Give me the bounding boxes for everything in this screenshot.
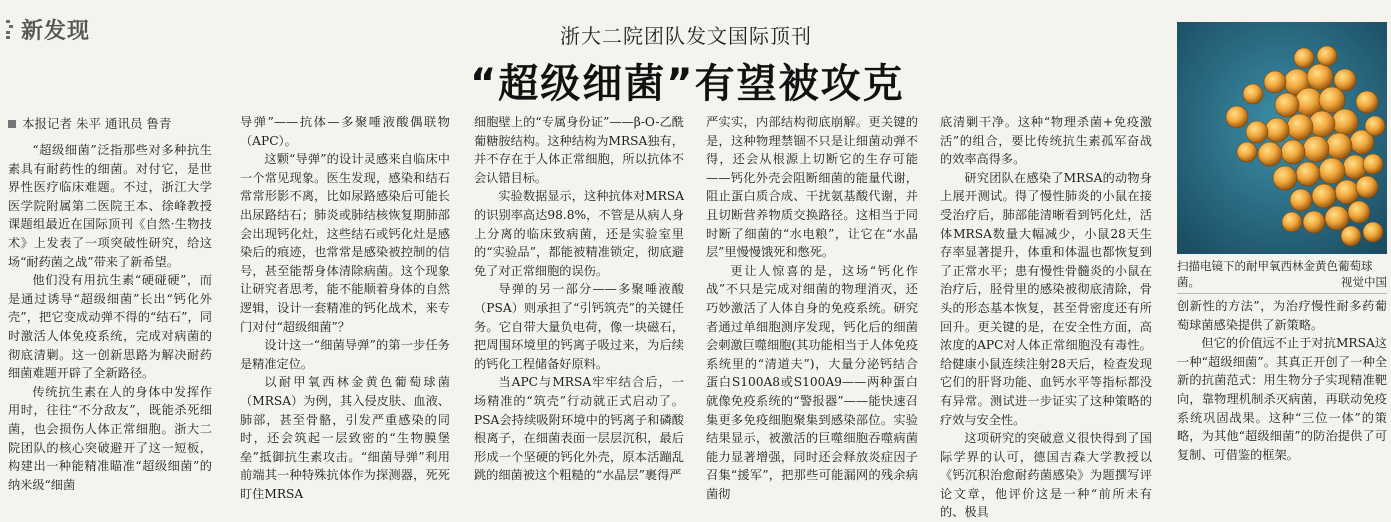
article-kicker: 浙大二院团队发文国际顶刊 (560, 24, 812, 48)
paragraph: 底清剿干净。这种“物理杀菌+免疫激活”的组合，要比传统抗生素孤军奋战的效率高得多。 (940, 115, 1152, 167)
section-marker-icon (6, 20, 13, 40)
paragraph: 这项研究的突破意义很快得到了国际学界的认可，德国吉森大学教授以《钙沉积治愈耐药菌感染》为题撰写评论文章，他评价这是一种“前所未有的、极具 (940, 431, 1152, 520)
byline-square-icon (8, 120, 16, 128)
paragraph: 细胞壁上的“专属身份证”——β-O-乙酰葡糖胺结构。这种结构为MRSA独有，并不存在于人体正常细胞，所以抗体不会认错目标。 (474, 115, 684, 185)
photo-caption (1177, 258, 1387, 290)
byline-text: 本报记者 朱平 通讯员 鲁青 (22, 116, 172, 131)
photo-caption-text: 扫描电镜下的耐甲氧西林金黄色葡萄球菌。 (1177, 259, 1373, 289)
paragraph: 更让人惊喜的是，这场“钙化作战”不只是完成对细菌的物理消灭，还巧妙激活了人体自身的免疫系统。研究者通过单细胞测序发现，钙化后的细菌会刺激巨噬细胞(其功能相当于人体免疫系统里的“清道夫”)，大量分泌钙结合蛋白S100A8或S100A9——两种蛋白就像免疫系统的“警报器”——能快速召集更多免疫细胞聚集到感染部位。实验结果显示，被激活的巨噬细胞吞噬病菌能力显著增强，同时还会释放炎症因子召集“援军”，把那些可能漏网的残余病菌彻 (706, 263, 918, 501)
paragraph: 这颗“导弹”的设计灵感来自临床中一个常见现象。医生发现，感染和结石常常形影不离，比如尿路感染后可能长出尿路结石；肺炎或肺结核恢复期肺部会出现钙化灶，这些结石或钙化灶是感染后的痕迹，也常常是感染被控制的信号，甚至能帮身体清除病菌。这个现象让研究者思考，能不能顺着身体的自然逻辑，设计一套精准的钙化战术，来专门对付“超级细菌”？ (240, 152, 450, 334)
article-column-3 (474, 113, 684, 483)
paragraph: 设计这一“细菌导弹”的第一步任务是精准定位。 (240, 338, 450, 371)
paragraph: 以耐甲氧西林金黄色葡萄球菌（MRSA）为例，其入侵皮肤、血液、肺部，甚至骨骼，引发严重感染的同时，还会筑起一层致密的“生物膜堡垒”抵御抗生素攻击。“细菌导弹”利用前端其一种特殊抗体作为探测器，死死盯住MRSA (240, 375, 450, 501)
article-column-5 (940, 113, 1152, 520)
paragraph: 实验数据显示，这种抗体对MRSA的识别率高达98.8%，不管是从病人身上分离的临床致病菌，还是实验室里的“实验品”，都能被精准锁定，彻底避免了对正常细胞的误伤。 (474, 189, 684, 278)
sem-image-icon (1177, 22, 1387, 254)
section-title: 新发现 (21, 19, 91, 44)
paragraph: 导弹”——抗体—多聚唾液酸偶联物（APC）。 (240, 115, 450, 148)
article-column-2 (240, 113, 450, 501)
paragraph: 导弹的另一部分——多聚唾液酸（PSA）则承担了“引钙筑壳”的关键任务。它自带大量负电荷，像一块磁石，把周围环境里的钙离子吸过来，为后续的钙化工程储备好原料。 (474, 282, 684, 371)
article-column-6 (1177, 297, 1387, 462)
paragraph: 研究团队在感染了MRSA的动物身上展开测试。得了慢性肺炎的小鼠在接受治疗后，肺部能清晰看到钙化灶，活体MRSA数量大幅减少，小鼠28天生存率显著提升，体重和体温也都恢复到了正常水平；患有慢性骨髓炎的小鼠在治疗后，胫骨里的感染被彻底清除，骨头的形态基本恢复，甚至骨密度还有所回升。更关键的是，在安全性方面，高浓度的APC对人体正常细胞没有毒性。给健康小鼠连续注射28天后，检查发现它们的肝肾功能、血钙水平等指标都没有异常。测试进一步证实了这种策略的疗效与安全性。 (940, 170, 1152, 427)
paragraph: 但它的价值远不止于对抗MRSA这一种“超级细菌”。其真正开创了一种全新的抗菌范式：用生物分子实现精准靶向，靠物理机制杀灭病菌，再联动免疫系统巩固战果。这种“三位一体”的策略，为其他“超级细菌”的防治提供了可复制、可借鉴的框架。 (1177, 336, 1387, 462)
byline (8, 114, 171, 132)
section-header (6, 14, 90, 45)
divider (1177, 293, 1387, 294)
paragraph: 严实实，内部结构彻底崩解。更关键的是，这种物理禁锢不只是让细菌动弹不得，还会从根源上切断它的生存可能——钙化外壳会阻断细菌的能量代谢，阻止蛋白质合成、干扰氨基酸代谢，并且切断营养物质交换路径。这相当于同时断了细菌的“水电粮”，让它在“水晶层”里慢慢饿死和憋死。 (706, 115, 918, 260)
paragraph: 当APC与MRSA牢牢结合后，一场精准的“筑壳”行动就正式启动了。PSA会持续吸附环境中的钙离子和磷酸根离子，在细菌表面一层层沉积，最后形成一个坚硬的钙化外壳，原本活蹦乱跳的细菌被这个粗糙的“水晶层”裹得严 (474, 375, 684, 483)
paragraph: “超级细菌”泛指那些对多种抗生素具有耐药性的细菌。对付它，是世界性医疗临床难题。不过，浙江大学医学院附属第二医院王本、徐峰教授课题组最近在国际顶刊《自然·生物技术》上发表了一项突破性研究，给这场“耐药菌之战”带来了新希望。 (8, 143, 212, 269)
paragraph: 创新性的方法”，为治疗慢性耐多药葡萄球菌感染提供了新策略。 (1177, 299, 1387, 332)
paragraph: 他们没有用抗生素“硬碰硬”，而是通过诱导“超级细菌”长出“钙化外壳”，把它变成动弹不得的“结石”，同时激活人体免疫系统，完成对病菌的彻底清剿。这一创新思路为解决耐药细菌难题开辟了全新路径。 (8, 273, 212, 381)
paragraph: 传统抗生素在人的身体中发挥作用时，往往“不分敌友”，既能杀死细菌，也会损伤人体正常细胞。浙大二院团队的核心突破避开了这一短板，构建出一种能精准瞄准“超级细菌”的纳米级“细菌 (8, 384, 212, 492)
bacteria-photo (1177, 22, 1387, 254)
article-column-4 (706, 113, 918, 501)
article-headline: “超级细菌”有望被攻克 (470, 61, 905, 107)
article-column-1 (8, 141, 212, 492)
photo-credit: 视觉中国 (1341, 275, 1387, 289)
